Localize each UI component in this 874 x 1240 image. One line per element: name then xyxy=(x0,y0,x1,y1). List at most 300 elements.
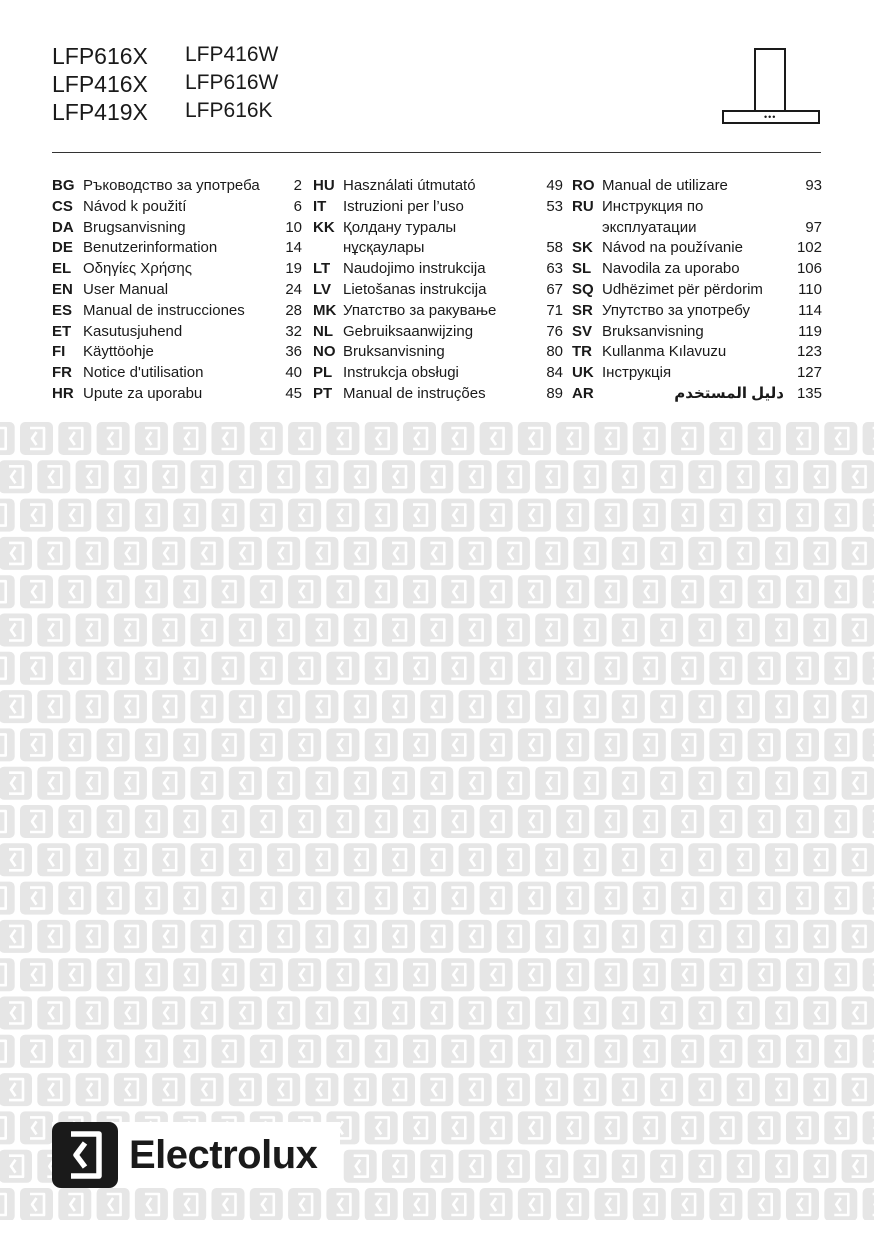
pattern-logo-tile xyxy=(229,1073,262,1106)
pattern-logo-tile xyxy=(288,422,321,455)
pattern-logo-tile xyxy=(595,575,628,608)
pattern-logo-tile xyxy=(305,920,338,953)
pattern-logo-tile xyxy=(0,460,32,493)
toc-entry xyxy=(572,342,822,363)
pattern-logo-tile xyxy=(267,767,300,800)
pattern-logo-tile xyxy=(709,1188,742,1220)
pattern-logo-tile xyxy=(420,767,453,800)
pattern-logo-tile xyxy=(135,575,168,608)
language-code: SR xyxy=(572,301,593,319)
pattern-logo-tile xyxy=(382,843,415,876)
language-code: RO xyxy=(572,177,595,194)
pattern-logo-tile xyxy=(403,575,436,608)
pattern-logo-tile xyxy=(37,690,70,723)
pattern-logo-tile xyxy=(480,1188,513,1220)
pattern-logo-tile xyxy=(633,728,666,761)
pattern-logo-tile xyxy=(671,499,704,532)
pattern-logo-tile xyxy=(58,805,91,838)
model-number: LFP416X xyxy=(52,71,148,97)
pattern-logo-tile xyxy=(212,1188,245,1220)
pattern-logo-tile xyxy=(518,575,551,608)
pattern-logo-tile xyxy=(671,1035,704,1068)
pattern-logo-tile xyxy=(688,920,721,953)
language-code: LT xyxy=(313,260,331,278)
pattern-logo-tile xyxy=(20,958,53,991)
pattern-logo-tile xyxy=(0,575,15,608)
pattern-logo-tile xyxy=(824,1035,857,1068)
toc-entry xyxy=(313,238,563,259)
pattern-logo-tile xyxy=(824,882,857,915)
page-number: 67 xyxy=(546,280,563,298)
pattern-logo-tile xyxy=(267,690,300,723)
pattern-logo-tile xyxy=(765,1150,798,1183)
pattern-logo-tile xyxy=(135,1035,168,1068)
pattern-logo-tile xyxy=(556,575,589,608)
toc-entry xyxy=(572,218,822,239)
manual-title: Инструкция по xyxy=(602,197,704,215)
pattern-logo-tile xyxy=(688,767,721,800)
pattern-logo-tile xyxy=(365,499,398,532)
pattern-logo-tile xyxy=(135,805,168,838)
pattern-logo-tile xyxy=(842,767,874,800)
pattern-logo-tile xyxy=(480,728,513,761)
toc-column-2 xyxy=(313,176,563,405)
pattern-logo-tile xyxy=(765,460,798,493)
pattern-logo-tile xyxy=(212,805,245,838)
pattern-logo-tile xyxy=(403,1111,436,1144)
pattern-logo-tile xyxy=(191,460,224,493)
pattern-logo-tile xyxy=(288,882,321,915)
pattern-logo-tile xyxy=(267,614,300,647)
pattern-logo-tile xyxy=(173,882,206,915)
pattern-logo-tile xyxy=(441,1035,474,1068)
manual-title: Návod na používanie xyxy=(602,239,743,257)
pattern-logo-tile xyxy=(727,460,760,493)
pattern-logo-tile xyxy=(459,537,492,570)
toc-entry xyxy=(52,238,302,259)
pattern-logo-tile xyxy=(191,537,224,570)
pattern-logo-tile xyxy=(671,422,704,455)
pattern-logo-tile xyxy=(344,460,377,493)
pattern-logo-tile xyxy=(842,997,874,1030)
language-code: DA xyxy=(52,218,74,236)
pattern-logo-tile xyxy=(441,958,474,991)
pattern-logo-tile xyxy=(326,958,359,991)
pattern-logo-tile xyxy=(305,997,338,1030)
pattern-logo-tile xyxy=(535,1150,568,1183)
pattern-logo-tile xyxy=(633,882,666,915)
pattern-logo-tile xyxy=(420,1150,453,1183)
toc-entry xyxy=(572,197,822,218)
pattern-logo-tile xyxy=(535,767,568,800)
pattern-logo-tile xyxy=(863,1188,874,1220)
pattern-logo-tile xyxy=(0,997,32,1030)
language-code: SQ xyxy=(572,280,594,298)
pattern-logo-tile xyxy=(574,843,607,876)
pattern-logo-tile xyxy=(842,1073,874,1106)
pattern-logo-tile xyxy=(556,1111,589,1144)
brand-name: Electrolux xyxy=(129,1133,318,1177)
pattern-logo-tile xyxy=(20,882,53,915)
electrolux-logo xyxy=(52,1122,340,1188)
pattern-logo-tile xyxy=(535,537,568,570)
pattern-logo-tile xyxy=(535,460,568,493)
pattern-logo-tile xyxy=(748,728,781,761)
toc-entry xyxy=(52,384,302,405)
pattern-logo-tile xyxy=(288,1035,321,1068)
pattern-logo-tile xyxy=(518,1188,551,1220)
pattern-logo-tile xyxy=(441,882,474,915)
pattern-logo-tile xyxy=(863,422,874,455)
pattern-logo-tile xyxy=(305,767,338,800)
manual-title: Упатство за ракување xyxy=(343,301,497,319)
pattern-logo-tile xyxy=(595,805,628,838)
pattern-logo-tile xyxy=(535,920,568,953)
toc-entry xyxy=(52,197,302,218)
pattern-logo-tile xyxy=(497,614,530,647)
pattern-logo-tile xyxy=(212,575,245,608)
pattern-logo-tile xyxy=(727,1150,760,1183)
pattern-logo-tile xyxy=(863,652,874,685)
pattern-logo-tile xyxy=(152,460,185,493)
pattern-logo-tile xyxy=(786,422,819,455)
pattern-logo-tile xyxy=(58,882,91,915)
pattern-logo-tile xyxy=(709,1035,742,1068)
pattern-logo-tile xyxy=(441,728,474,761)
pattern-logo-tile xyxy=(671,1111,704,1144)
pattern-logo-tile xyxy=(709,882,742,915)
pattern-logo-tile xyxy=(135,422,168,455)
pattern-logo-tile xyxy=(803,1150,836,1183)
pattern-logo-tile xyxy=(650,614,683,647)
pattern-logo-tile xyxy=(688,1073,721,1106)
pattern-logo-tile xyxy=(97,575,130,608)
pattern-logo-tile xyxy=(58,1035,91,1068)
pattern-logo-tile xyxy=(403,499,436,532)
pattern-logo-tile xyxy=(518,1035,551,1068)
pattern-logo-tile xyxy=(365,728,398,761)
language-code: PL xyxy=(313,364,333,382)
page-number: 106 xyxy=(796,260,822,278)
pattern-logo-tile xyxy=(824,728,857,761)
pattern-logo-tile xyxy=(480,499,513,532)
pattern-logo-tile xyxy=(595,728,628,761)
pattern-logo-tile xyxy=(37,997,70,1030)
pattern-logo-tile xyxy=(114,460,147,493)
page-number: 45 xyxy=(285,384,302,402)
pattern-logo-tile xyxy=(595,652,628,685)
pattern-logo-tile xyxy=(459,1073,492,1106)
pattern-logo-tile xyxy=(842,843,874,876)
pattern-logo-tile xyxy=(842,614,874,647)
language-code: NL xyxy=(313,322,333,340)
pattern-logo-tile xyxy=(824,422,857,455)
pattern-logo-tile xyxy=(633,1035,666,1068)
pattern-logo-tile xyxy=(803,920,836,953)
pattern-logo-tile xyxy=(612,537,645,570)
pattern-logo-tile xyxy=(556,1188,589,1220)
pattern-logo-tile xyxy=(173,575,206,608)
manual-title: دليل المستخدم xyxy=(674,384,784,402)
pattern-logo-tile xyxy=(671,958,704,991)
toc-entry xyxy=(313,280,563,301)
pattern-logo-tile xyxy=(556,499,589,532)
pattern-logo-tile xyxy=(97,1188,130,1220)
pattern-logo-tile xyxy=(803,460,836,493)
manual-title: Інструкція xyxy=(602,364,672,382)
manual-title: Návod k použití xyxy=(83,197,187,215)
language-code: AR xyxy=(572,384,594,402)
pattern-logo-tile xyxy=(173,958,206,991)
pattern-logo-tile xyxy=(326,1188,359,1220)
language-code: HR xyxy=(52,384,74,402)
pattern-logo-tile xyxy=(633,652,666,685)
pattern-logo-tile xyxy=(863,805,874,838)
pattern-logo-tile xyxy=(135,728,168,761)
pattern-logo-tile xyxy=(58,422,91,455)
pattern-logo-tile xyxy=(20,1035,53,1068)
language-code: EN xyxy=(52,280,73,298)
pattern-logo-tile xyxy=(786,958,819,991)
pattern-logo-tile xyxy=(0,1035,15,1068)
toc-entry xyxy=(572,259,822,280)
pattern-logo-tile xyxy=(574,1150,607,1183)
pattern-logo-tile xyxy=(765,997,798,1030)
pattern-logo-tile xyxy=(863,1111,874,1144)
pattern-logo-tile xyxy=(650,1150,683,1183)
pattern-logo-tile xyxy=(842,537,874,570)
pattern-logo-tile xyxy=(97,422,130,455)
manual-title: Használati útmutató xyxy=(343,177,476,194)
pattern-logo-tile xyxy=(727,843,760,876)
pattern-logo-tile xyxy=(748,882,781,915)
pattern-logo-tile xyxy=(229,997,262,1030)
pattern-logo-tile xyxy=(250,882,283,915)
toc-entry xyxy=(572,280,822,301)
pattern-logo-tile xyxy=(497,767,530,800)
pattern-logo-tile xyxy=(0,422,15,455)
toc-column-3 xyxy=(572,176,822,405)
pattern-logo-tile xyxy=(441,422,474,455)
pattern-logo-tile xyxy=(420,614,453,647)
page-number: 49 xyxy=(546,177,563,194)
pattern-logo-tile xyxy=(518,652,551,685)
pattern-logo-tile xyxy=(173,652,206,685)
pattern-logo-tile xyxy=(403,805,436,838)
pattern-logo-tile xyxy=(803,690,836,723)
pattern-logo-tile xyxy=(229,767,262,800)
pattern-logo-tile xyxy=(842,460,874,493)
page-number: 114 xyxy=(798,301,822,319)
pattern-logo-tile xyxy=(688,537,721,570)
pattern-logo-tile xyxy=(191,920,224,953)
page-number: 123 xyxy=(796,343,822,361)
pattern-logo-tile xyxy=(20,575,53,608)
page-number: 36 xyxy=(285,343,302,361)
pattern-logo-tile xyxy=(709,1111,742,1144)
page-number: 93 xyxy=(805,177,822,194)
pattern-logo-tile xyxy=(212,1035,245,1068)
manual-title: Upute za uporabu xyxy=(83,384,203,402)
pattern-logo-tile xyxy=(497,1150,530,1183)
pattern-logo-tile xyxy=(152,997,185,1030)
pattern-logo-tile xyxy=(535,1073,568,1106)
pattern-logo-tile xyxy=(748,1111,781,1144)
pattern-logo-tile xyxy=(765,690,798,723)
pattern-logo-tile xyxy=(574,920,607,953)
pattern-logo-tile xyxy=(382,614,415,647)
pattern-logo-tile xyxy=(37,537,70,570)
pattern-logo-tile xyxy=(671,1188,704,1220)
pattern-logo-tile xyxy=(365,805,398,838)
pattern-logo-tile xyxy=(824,805,857,838)
hood-lights: ••• xyxy=(764,112,777,122)
pattern-logo-tile xyxy=(212,958,245,991)
toc-entry xyxy=(313,384,563,405)
pattern-logo-tile xyxy=(688,997,721,1030)
pattern-logo-tile xyxy=(497,460,530,493)
manual-title: эксплуатации xyxy=(602,218,697,236)
pattern-logo-tile xyxy=(344,690,377,723)
pattern-logo-tile xyxy=(152,843,185,876)
pattern-logo-tile xyxy=(459,767,492,800)
pattern-logo-tile xyxy=(709,728,742,761)
manual-title: нұсқаулары xyxy=(343,239,425,257)
toc-entry xyxy=(313,197,563,218)
manual-title: Упутство за употребу xyxy=(602,301,751,319)
pattern-logo-tile xyxy=(382,767,415,800)
pattern-logo-tile xyxy=(403,728,436,761)
pattern-logo-tile xyxy=(671,728,704,761)
manual-title: Käyttöohje xyxy=(83,343,154,361)
manual-title: Brugsanvisning xyxy=(83,218,186,236)
pattern-logo-tile xyxy=(748,575,781,608)
pattern-logo-tile xyxy=(382,1073,415,1106)
pattern-logo-tile xyxy=(344,1150,377,1183)
pattern-logo-tile xyxy=(459,843,492,876)
pattern-logo-tile xyxy=(403,882,436,915)
pattern-logo-tile xyxy=(250,422,283,455)
page-number: 28 xyxy=(285,301,302,319)
pattern-logo-tile xyxy=(441,499,474,532)
pattern-logo-tile xyxy=(229,614,262,647)
pattern-logo-tile xyxy=(497,1073,530,1106)
pattern-logo-tile xyxy=(382,460,415,493)
pattern-logo-tile xyxy=(420,690,453,723)
pattern-logo-tile xyxy=(727,997,760,1030)
pattern-logo-tile xyxy=(803,537,836,570)
pattern-logo-tile xyxy=(535,843,568,876)
language-code: PT xyxy=(313,384,333,402)
pattern-logo-tile xyxy=(58,958,91,991)
pattern-logo-tile xyxy=(480,652,513,685)
language-code: BG xyxy=(52,177,75,194)
pattern-logo-tile xyxy=(267,997,300,1030)
page-number: 135 xyxy=(796,384,822,402)
page-number: 32 xyxy=(285,322,302,340)
pattern-logo-tile xyxy=(173,422,206,455)
language-code: ES xyxy=(52,301,73,319)
pattern-logo-tile xyxy=(114,920,147,953)
pattern-logo-tile xyxy=(229,690,262,723)
pattern-logo-tile xyxy=(0,920,32,953)
pattern-logo-tile xyxy=(441,805,474,838)
pattern-logo-tile xyxy=(37,843,70,876)
pattern-logo-tile xyxy=(709,652,742,685)
toc-column-1 xyxy=(52,176,302,405)
pattern-logo-tile xyxy=(403,1035,436,1068)
pattern-logo-tile xyxy=(480,805,513,838)
pattern-logo-tile xyxy=(748,499,781,532)
pattern-logo-tile xyxy=(633,575,666,608)
toc-entry xyxy=(572,238,822,259)
electrolux-logo-icon xyxy=(52,1122,118,1188)
pattern-logo-tile xyxy=(114,690,147,723)
pattern-logo-tile xyxy=(748,805,781,838)
pattern-logo-tile xyxy=(650,537,683,570)
language-code: IT xyxy=(313,197,327,215)
pattern-logo-tile xyxy=(518,882,551,915)
pattern-logo-tile xyxy=(863,882,874,915)
page-number: 53 xyxy=(546,197,563,215)
pattern-logo-tile xyxy=(459,614,492,647)
manual-title: Kullanma Kılavuzu xyxy=(602,343,727,361)
pattern-logo-tile xyxy=(709,422,742,455)
pattern-logo-tile xyxy=(671,805,704,838)
pattern-logo-tile xyxy=(191,767,224,800)
pattern-logo-tile xyxy=(727,767,760,800)
pattern-logo-tile xyxy=(403,652,436,685)
toc-entry xyxy=(313,363,563,384)
pattern-logo-tile xyxy=(97,882,130,915)
pattern-logo-tile xyxy=(229,920,262,953)
pattern-logo-tile xyxy=(650,767,683,800)
pattern-logo-tile xyxy=(76,460,109,493)
pattern-logo-tile xyxy=(326,1035,359,1068)
pattern-logo-tile xyxy=(344,997,377,1030)
language-code: SV xyxy=(572,322,593,340)
pattern-logo-tile xyxy=(58,575,91,608)
pattern-logo-tile xyxy=(76,1073,109,1106)
pattern-logo-tile xyxy=(420,843,453,876)
pattern-logo-tile xyxy=(671,575,704,608)
pattern-logo-tile xyxy=(441,575,474,608)
page-number: 76 xyxy=(546,322,563,340)
pattern-logo-tile xyxy=(114,843,147,876)
pattern-logo-tile xyxy=(152,690,185,723)
pattern-logo-tile xyxy=(212,499,245,532)
pattern-logo-tile xyxy=(671,882,704,915)
pattern-logo-tile xyxy=(382,920,415,953)
pattern-logo-tile xyxy=(518,422,551,455)
pattern-logo-tile xyxy=(863,499,874,532)
pattern-logo-tile xyxy=(403,958,436,991)
pattern-logo-tile xyxy=(612,920,645,953)
pattern-logo-tile xyxy=(250,1188,283,1220)
pattern-logo-tile xyxy=(97,728,130,761)
pattern-logo-tile xyxy=(20,499,53,532)
pattern-logo-tile xyxy=(535,690,568,723)
pattern-logo-tile xyxy=(0,805,15,838)
pattern-logo-tile xyxy=(250,728,283,761)
pattern-logo-tile xyxy=(824,499,857,532)
toc-entry xyxy=(313,218,563,239)
manual-title: Bruksanvisning xyxy=(343,343,445,361)
page-number: 71 xyxy=(546,301,563,319)
pattern-logo-tile xyxy=(633,805,666,838)
language-code: HU xyxy=(313,177,335,194)
pattern-logo-tile xyxy=(365,1188,398,1220)
